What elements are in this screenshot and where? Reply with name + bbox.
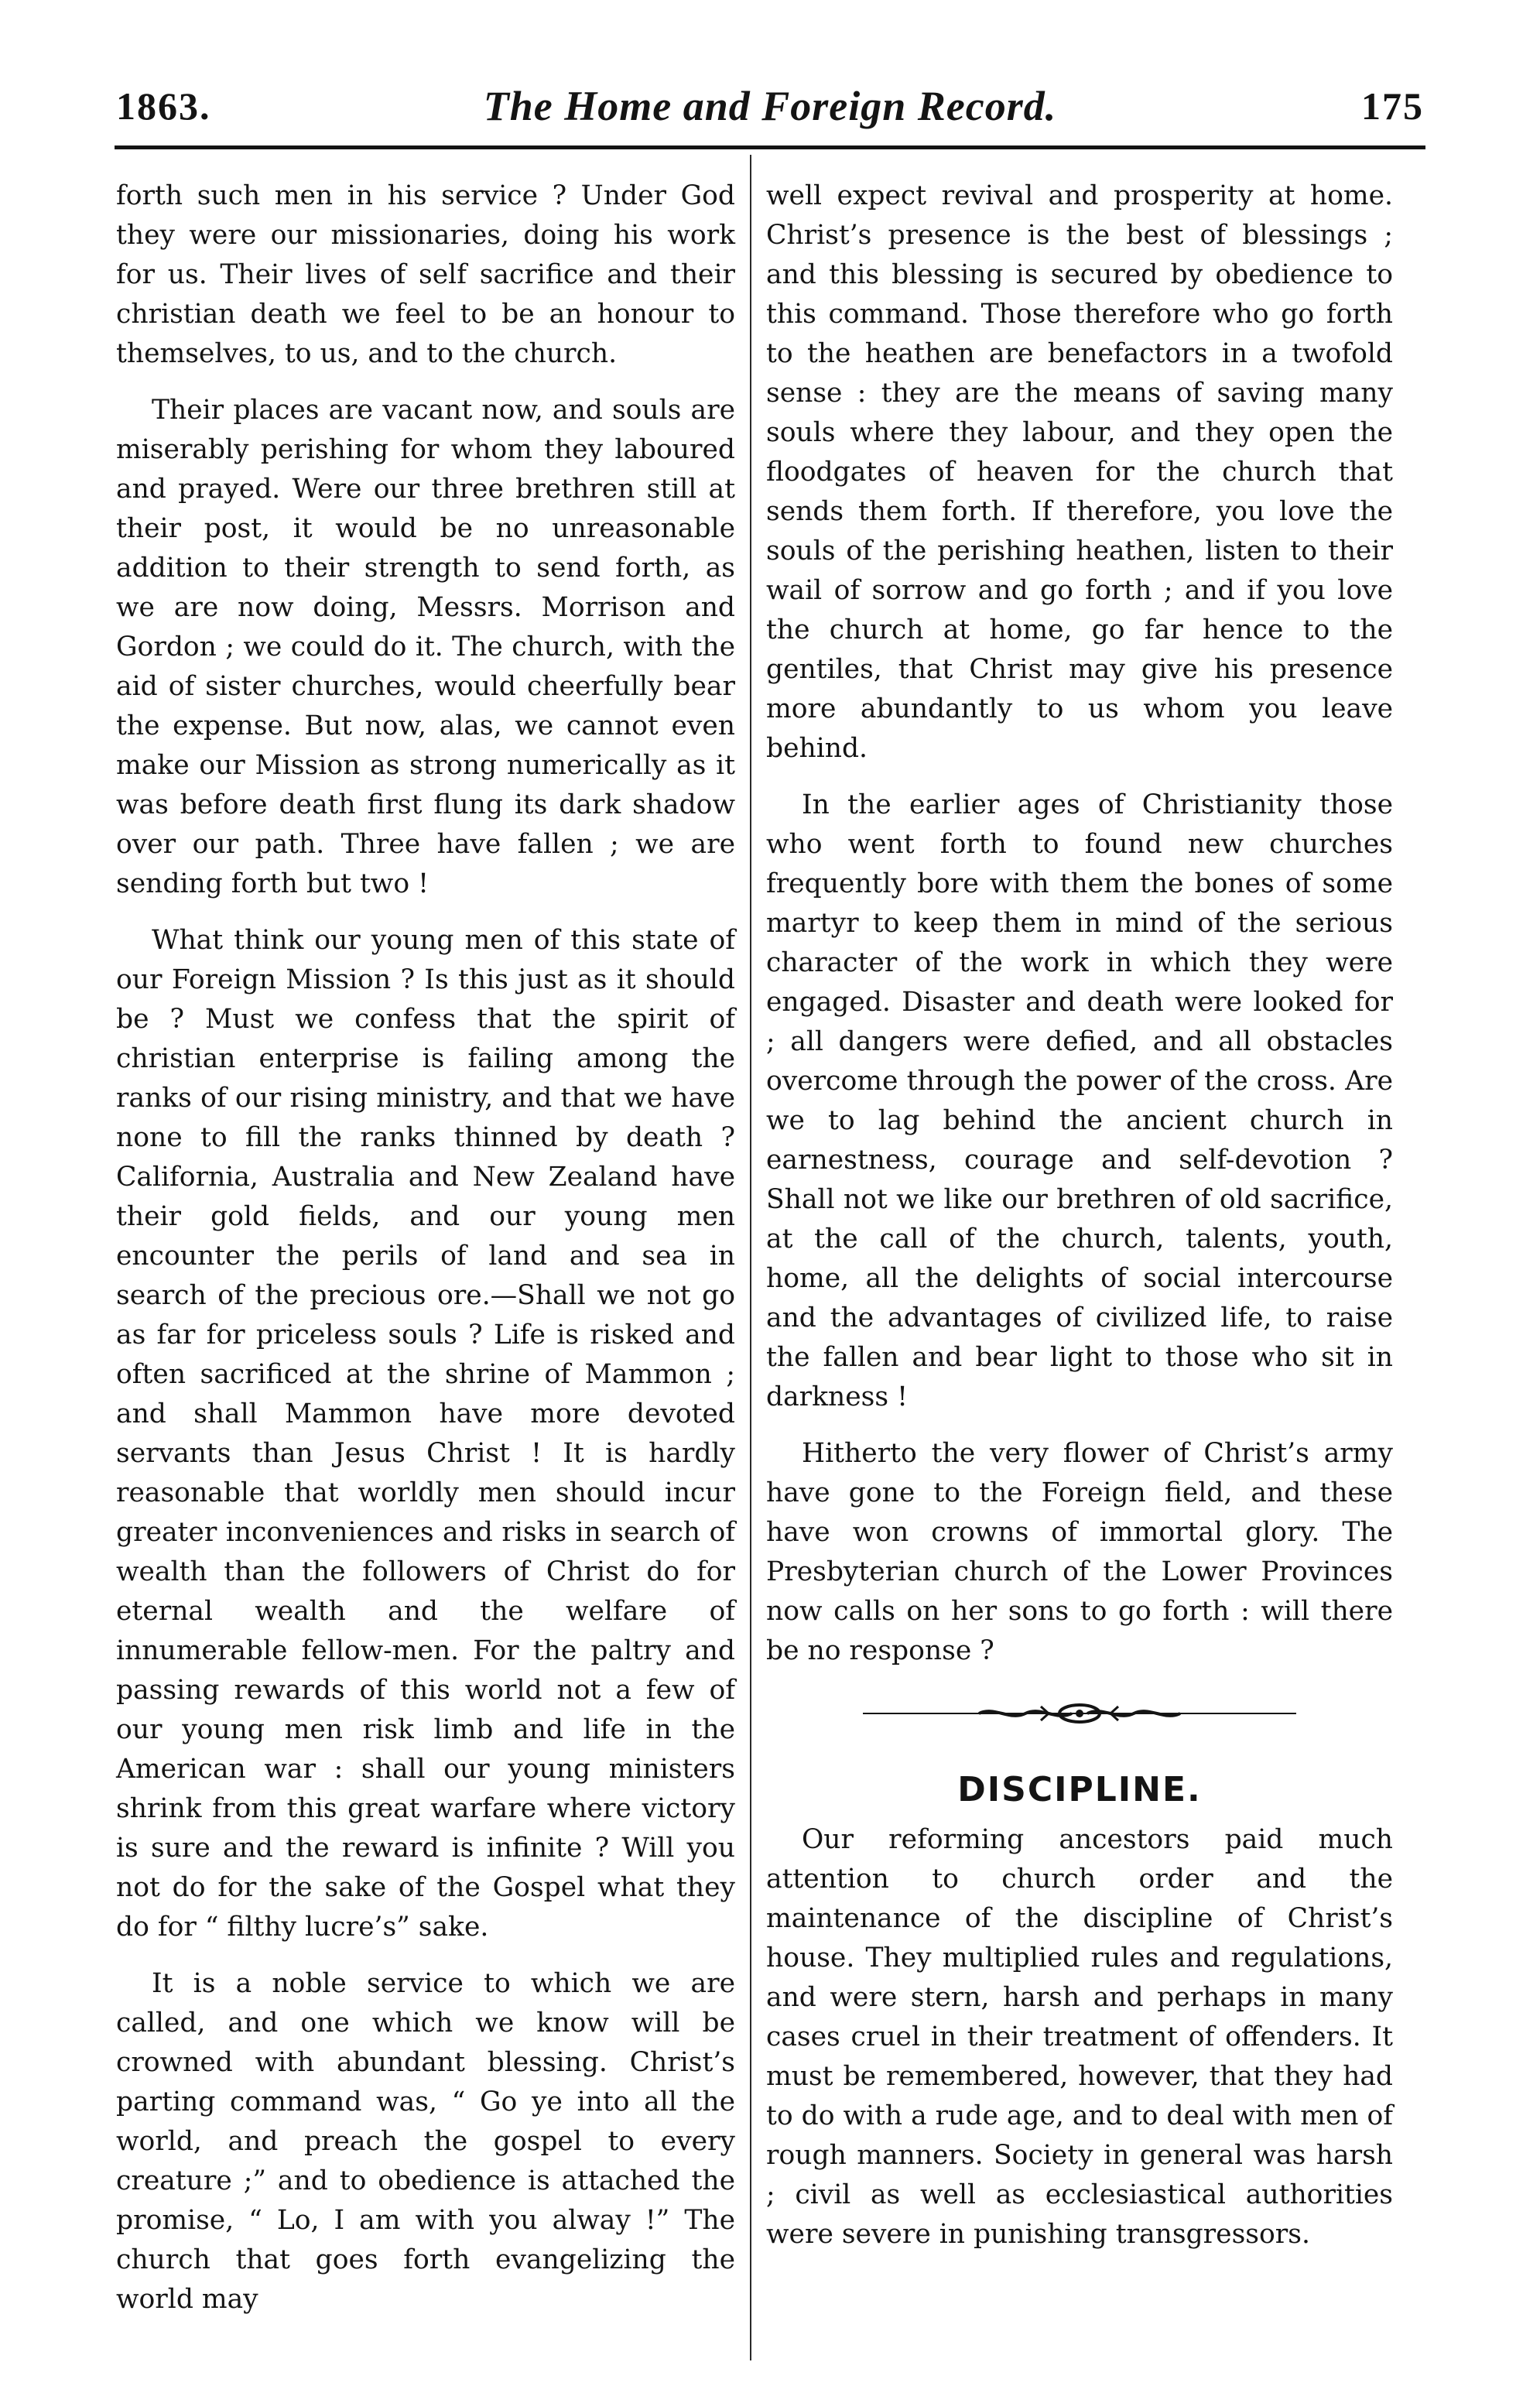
left-paragraph: forth such men in his service ? Under God they were our missionaries, doing his work for us. Their lives of self sacrifice and their christian death we feel to be an honour to themselves, to us, and to the church. bbox=[116, 180, 735, 369]
right-column bbox=[766, 176, 1393, 2271]
right-paragraph: In the earlier ages of Christianity those who went forth to found new churches frequently bore with them the bones of some martyr to keep them in mind of the serious character of the work in which they were engaged. Disaster and death were looked for ; all dangers were defied, and all obstacles overcome through the power of the cross. Are we to lag behind the ancient church in earnestness, courage and self-devotion ? Shall not we like our brethren of old sacrifice, at the call of the church, talents, youth, home, all the delights of social intercourse and the advantages of civilized life, to raise the fallen and bear light to those who sit in darkness ! bbox=[766, 789, 1393, 1412]
header-year: 1863. bbox=[116, 84, 211, 128]
header-rule bbox=[115, 145, 1425, 149]
left-paragraph: It is a noble service to which we are called, and one which we know will be crowned with abundant blessing. Christ’s parting command was, “ Go ye into all the world, and preach the gospel to every creature ;” and to obedience is attached the promise, “ Lo, I am with you alway !” The church that goes forth evangelizing the world may bbox=[116, 1968, 735, 2315]
left-column bbox=[116, 176, 735, 2336]
left-paragraph: What think our young men of this state of our Foreign Mission ? Is this just as it should be ? Must we confess that the spirit of christian enterprise is failing among the ranks of our rising ministry, and that we have none to fill the ranks thinned by death ? California, Australia and New Zealand have their gold fields, and our young men encounter the perils of land and sea in search of the precious ore.—Shall we not go as far for priceless souls ? Life is risked and often sacrificed at the shrine of Mammon ; and shall Mammon have more devoted servants than Jesus Christ ! It is hardly reasonable that worldly men should incur greater inconveniences and risks in search of wealth than the followers of Christ do for eternal wealth and the welfare of innumerable fellow-men. For the paltry and passing rewards of this world not a few of our young men risk limb and life in the American war : shall our young ministers shrink from this great warfare where victory is sure and the reward is infinite ? Will you not do for the sake of the Gospel what they do for “ filthy lucre’s” sake. bbox=[116, 925, 735, 1943]
right-paragraph: well expect revival and prosperity at home. Christ’s presence is the best of blessings ; and this blessing is secured by obedience to this command. Those therefore who go forth to the heathen are benefactors in a twofold sense : they are the means of saving many souls where they labour, and they open the floodgates of heaven for the church that sends them forth. If therefore, you love the souls of the perishing heathen, listen to their wail of sorrow and go forth ; and if you love the church at home, go far hence to the gentiles, that Christ may give his presence more abundantly to us whom you leave behind. bbox=[766, 180, 1393, 764]
ornamental-rule bbox=[863, 1702, 1296, 1725]
page-number: 175 bbox=[1361, 84, 1424, 128]
right-paragraph: Our reforming ancestors paid much attention to church order and the maintenance of the discipline of Christ’s house. They multiplied rules and regulations, and were stern, harsh and perhaps in many cases cruel in their treatment of offenders. It must be remembered, however, that they had to do with a rude age, and to deal with men of rough manners. Society in general was harsh ; civil as well as ecclesiastical authorities were severe in punishing transgressors. bbox=[766, 1824, 1393, 2250]
journal-title: The Home and Foreign Record. bbox=[483, 83, 1057, 129]
column-divider bbox=[750, 155, 751, 2360]
section-heading: DISCIPLINE. bbox=[957, 1770, 1202, 1809]
running-header bbox=[116, 84, 1424, 138]
right-paragraph: Hitherto the very flower of Christ’s army have gone to the Foreign field, and these have won crowns of immortal glory. The Presbyterian church of the Lower Provinces now calls on her sons to go forth : will there be no response ? bbox=[766, 1438, 1393, 1666]
left-paragraph: Their places are vacant now, and souls are miserably perishing for whom they laboured and prayed. Were our three brethren still at their post, it would be no unreasonable addition to their strength to send forth, as we are now doing, Messrs. Morrison and Gordon ; we could do it. The church, with the aid of sister churches, would cheerfully bear the expense. But now, alas, we cannot even make our Mission as strong numerically as it was before death first flung its dark shadow over our path. Three have fallen ; we are sending forth but two ! bbox=[116, 395, 735, 899]
